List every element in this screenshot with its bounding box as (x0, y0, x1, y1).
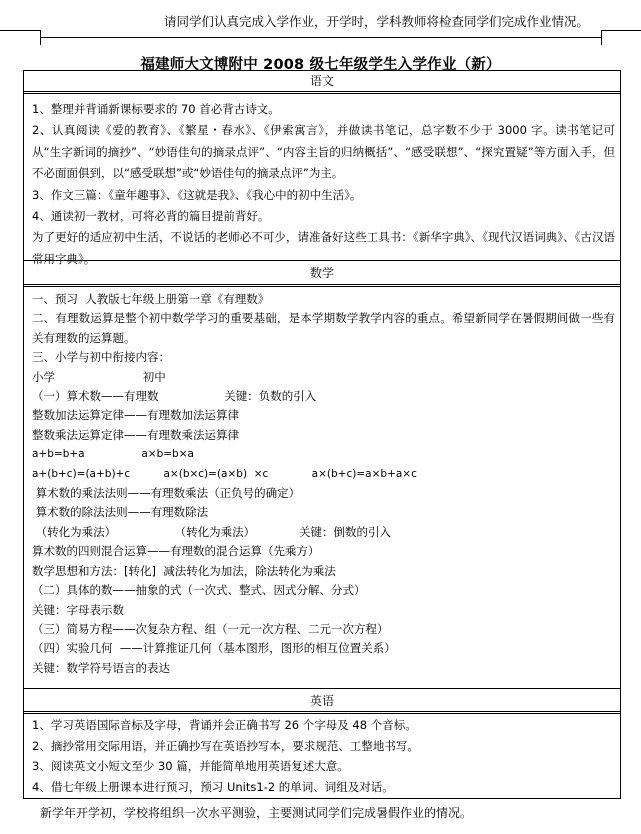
english-top-divider (24, 688, 620, 689)
header-corner-mark-left (0, 30, 41, 45)
chinese-heading-divider (24, 91, 620, 94)
math-line-5: （一）算术数——有理数 关键：负数的引入 (32, 389, 317, 404)
math-line-13: 算术数的四则混合运算——有理数的混合运算（先乘方） (32, 544, 320, 559)
english-item-4: 4、借七年级上册课本进行预习，预习 Units1-2 的单词、词组及对话。 (32, 779, 394, 794)
chinese-item-2: 2、认真阅读《爱的教育》、《繁星・春水》、《伊索寓言》，并做读书笔记，总字数不少于 3000 字。读书笔记可从“生字新词的摘抄”、“妙语佳句的摘录点评”、“内容主旨的归纳概括”、“感受联想”、“探究置疑”等方面入手，但不必面面俱到，以“感受联想”或“妙语佳句的摘录点评”为主。 (32, 123, 615, 181)
math-line-3: 三、小学与初中衔接内容： (32, 350, 170, 365)
math-line-14: 数学思想和方法：[转化] 减法转化为加法，除法转化为乘法 (32, 563, 336, 578)
chinese-item-3: 3、作文三篇：《童年趣事》、《这就是我》、《我心中的初中生活》。 (32, 187, 362, 202)
math-section-heading: 数学 (309, 266, 334, 280)
math-line-19: 关键：数学符号语言的表达 (32, 660, 170, 675)
math-line-8: a+b=b+a a×b=b×a (32, 448, 194, 461)
math-line-12: （转化为乘法） （转化为乘法） 关键：倒数的引入 (32, 524, 392, 539)
homework-table (23, 70, 621, 799)
math-top-divider (24, 260, 620, 261)
math-line-10: 算术数的乘法法则——有理数乘法（正负号的确定） (32, 486, 301, 501)
english-item-2: 2、摘抄常用交际用语，并正确抄写在英语抄写本，要求规范、工整地书写。 (32, 738, 419, 753)
english-section-heading: 英语 (309, 694, 334, 708)
header-notice: 请同学们认真完成入学作业，开学时，学科教师将检查同学们完成作业情况。 (164, 14, 590, 29)
math-heading-divider (24, 284, 620, 287)
math-line-2: 二、有理数运算是整个初中数学学习的重要基础，是本学期数学教学内容的重点。希望新同学在暑假期间做一些有关有理数的运算题。 (32, 311, 615, 345)
math-line-11: 算术数的除法法则——有理数除法 (32, 505, 209, 520)
chinese-item-5: 为了更好的适应初中生活，不说话的老师必不可少，请准备好这些工具书：《新华字典》、《现代汉语词典》、《古汉语常用字典》。 (32, 230, 615, 266)
footer-note: 新学年开学初，学校将组织一次水平测验，主要测试同学们完成暑假作业的情况。 (40, 806, 473, 820)
math-line-15: （二）具体的数——抽象的式（一次式、整式、因式分解、分式） (32, 583, 366, 598)
chinese-item-4: 4、通读初一教材，可将必背的篇目提前背好。 (32, 209, 270, 224)
math-line-18: （四）实验几何 ——计算推证几何（基本图形，图形的相互位置关系） (32, 641, 396, 656)
english-heading-divider (24, 711, 620, 714)
math-line-7: 整数乘法运算定律——有理数乘法运算律 (32, 427, 239, 442)
math-line-16: 关键：字母表示数 (32, 602, 124, 617)
math-line-6: 整数加法运算定律——有理数加法运算律 (32, 408, 239, 423)
math-line-4: 小学 初中 (32, 369, 166, 384)
math-section-body (32, 290, 615, 678)
chinese-item-1: 1、整理并背诵新课标要求的 70 首必背古诗文。 (32, 102, 280, 116)
english-item-3: 3、阅读英文小短文至少 30 篇，并能简单地用英语复述大意。 (32, 759, 349, 773)
document-title: 福建师大文博附中 2008 级七年级学生入学作业（新） (140, 57, 501, 73)
math-line-1: 一、预习 人教版七年级上册第一章《有理数》 (32, 292, 270, 306)
header-corner-mark-right (601, 30, 641, 45)
chinese-section-heading: 语文 (309, 74, 334, 88)
english-section-body (32, 715, 615, 797)
header-divider (40, 37, 601, 38)
math-line-9: a+(b+c)=(a+b)+c a×(b×c)=(a×b) ×c a×(b+c)=a×b+a×c (32, 467, 417, 480)
math-line-17: （三）简易方程——次复杂方程、组（一元一次方程、二元一次方程） (32, 621, 389, 636)
chinese-section-body (32, 99, 615, 270)
english-item-1: 1、学习英语国际音标及字母，背诵并会正确书写 26 个字母及 48 个音标。 (32, 718, 417, 732)
